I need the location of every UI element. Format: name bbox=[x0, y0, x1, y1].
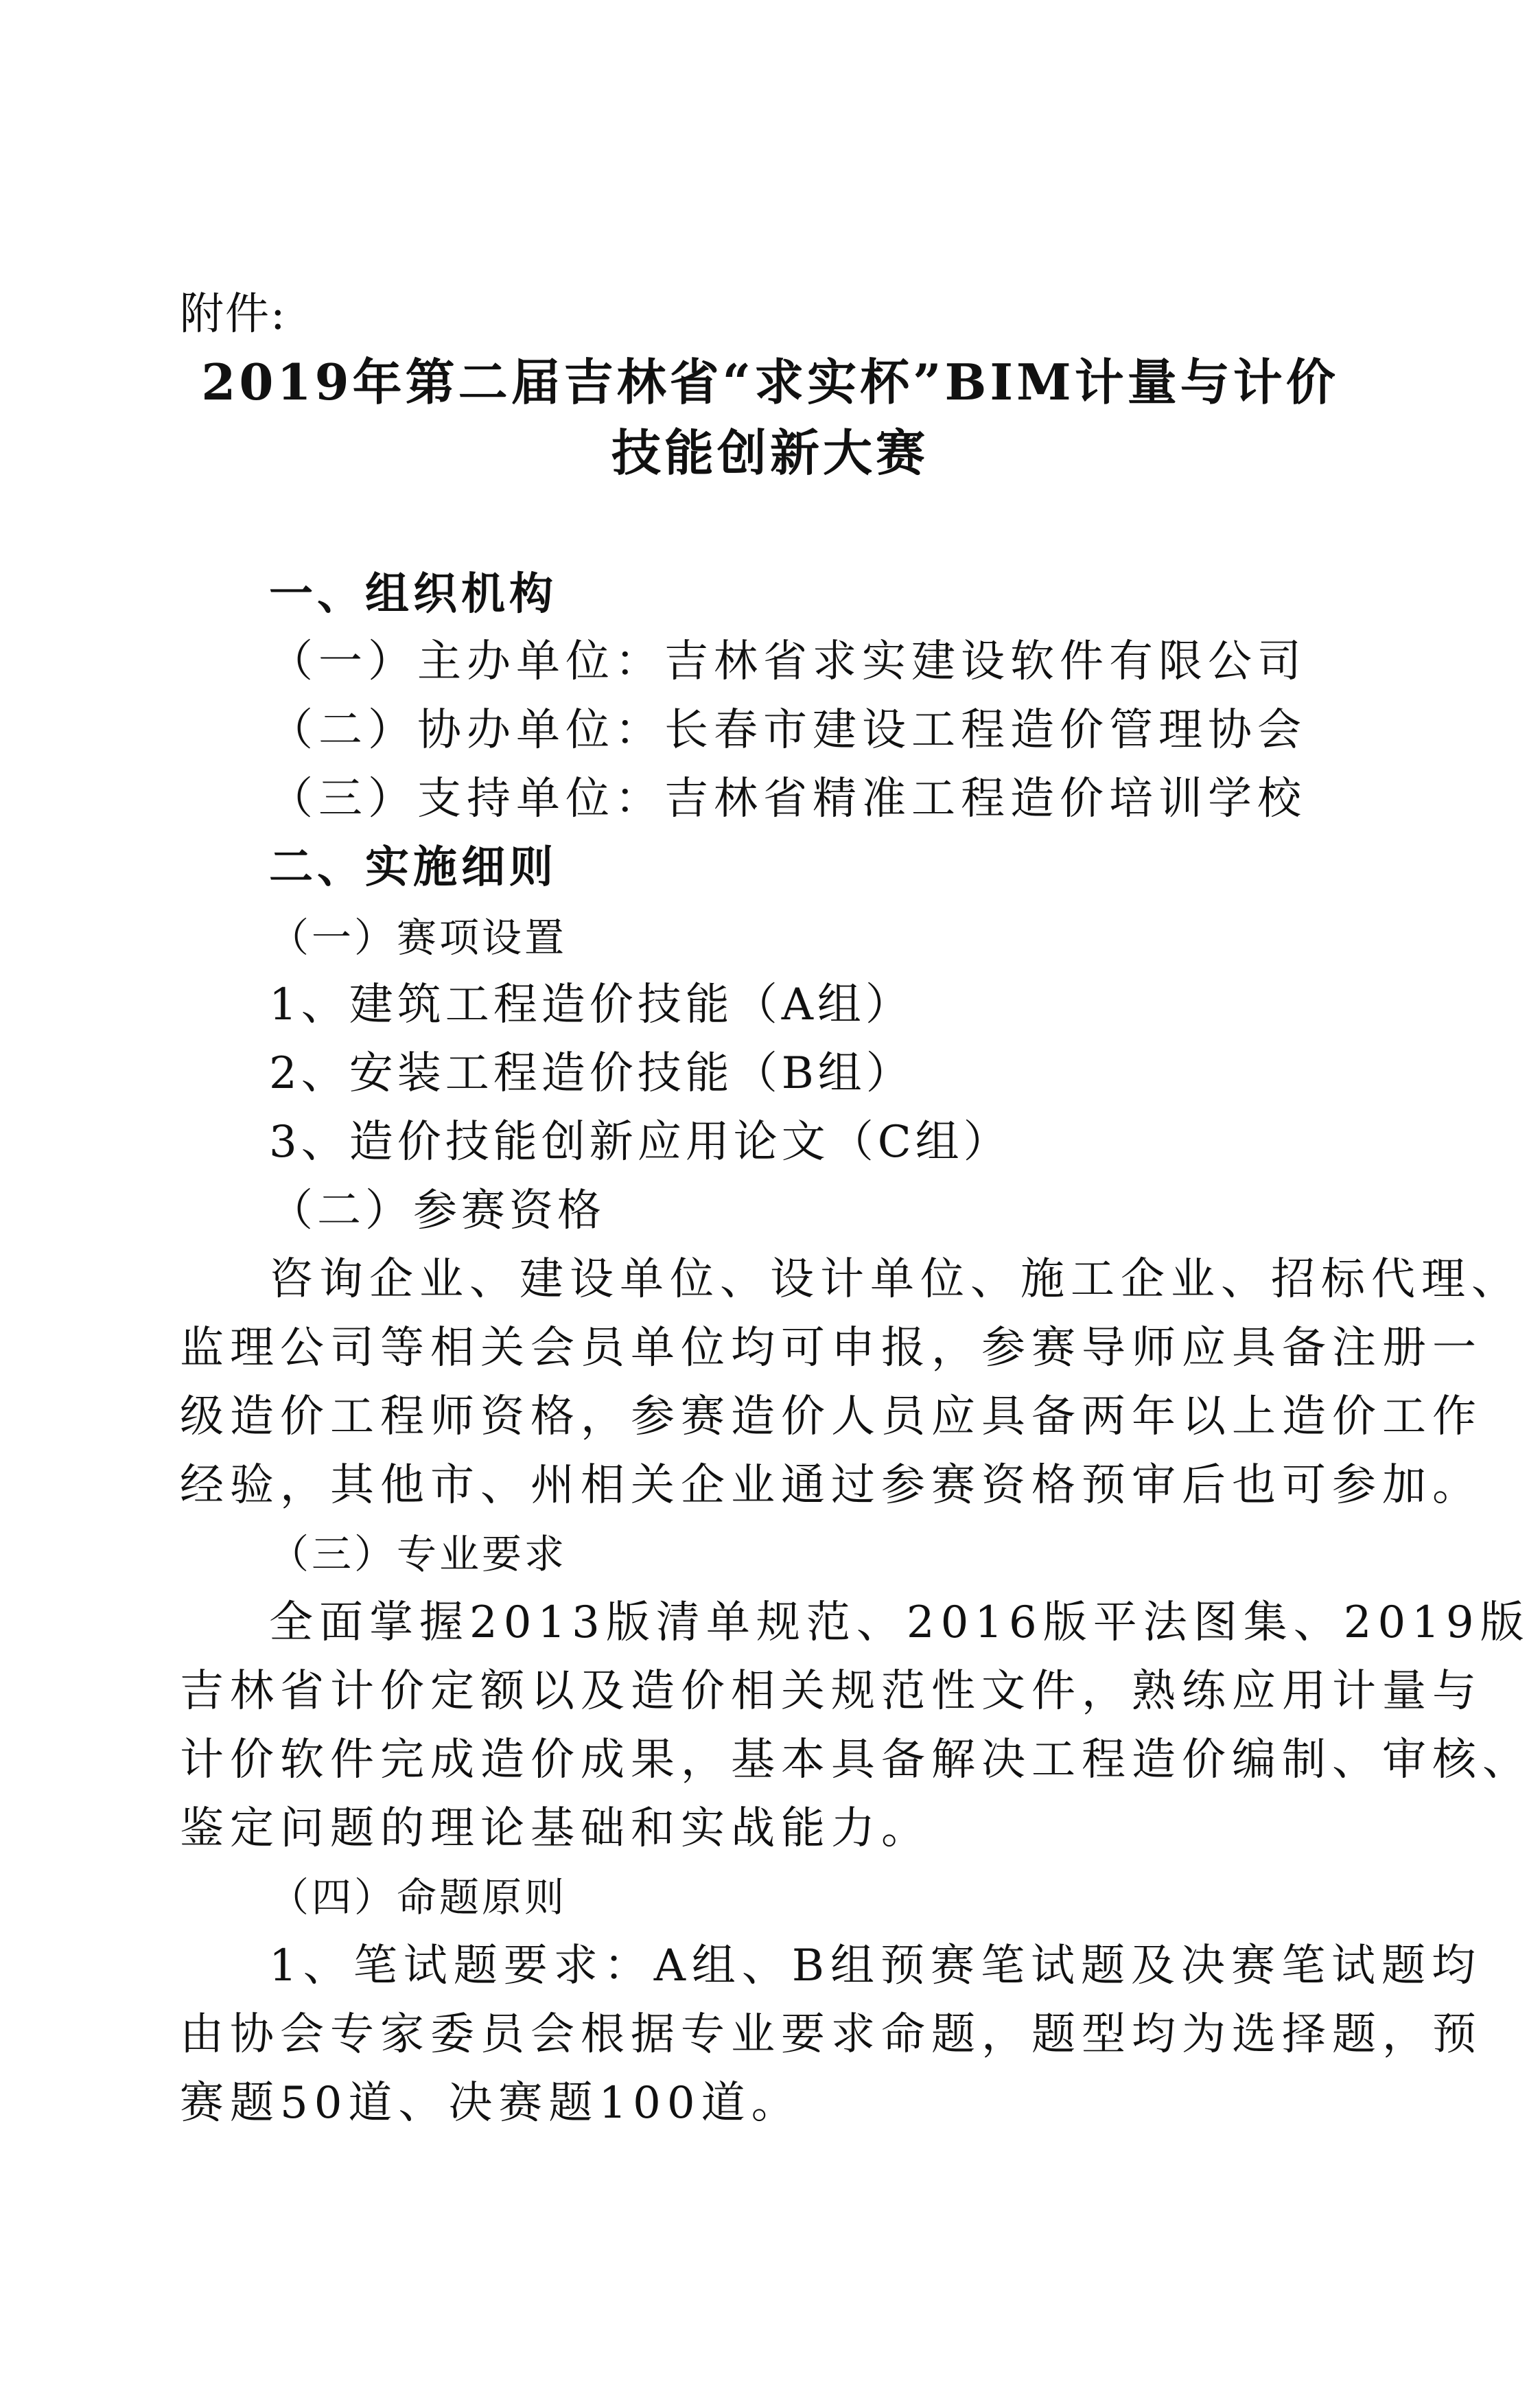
event-item-b: 2、安装工程造价技能（B组） bbox=[269, 1048, 914, 1099]
section-heading-rules: 二、实施细则 bbox=[269, 842, 557, 893]
requirements-line-1: 全面掌握2013版清单规范、2016版平法图集、2019版 bbox=[269, 1597, 1530, 1648]
document-title-line-1: 2019年第二届吉林省“求实杯”BIM计量与计价 bbox=[201, 353, 1339, 411]
subheading-question-principles: （四）命题原则 bbox=[269, 1874, 568, 1921]
principles-line-1: 1、笔试题要求：A组、B组预赛笔试题及决赛笔试题均 bbox=[269, 1941, 1482, 1991]
attachment-label: 附件: bbox=[180, 289, 287, 340]
document-title-line-2: 技能创新大赛 bbox=[611, 424, 929, 482]
eligibility-line-3: 级造价工程师资格，参赛造价人员应具备两年以上造价工作 bbox=[180, 1391, 1482, 1442]
subheading-eligibility: （二）参赛资格 bbox=[269, 1185, 605, 1236]
organizer-supporter: （三）支持单位：吉林省精准工程造价培训学校 bbox=[269, 774, 1307, 824]
organizer-host: （一）主办单位：吉林省求实建设软件有限公司 bbox=[269, 636, 1307, 687]
organizer-co-host: （二）协办单位：长春市建设工程造价管理协会 bbox=[269, 705, 1307, 756]
eligibility-line-4: 经验，其他市、州相关企业通过参赛资格预审后也可参加。 bbox=[180, 1460, 1482, 1511]
eligibility-line-2: 监理公司等相关会员单位均可申报，参赛导师应具备注册一 bbox=[180, 1323, 1482, 1374]
event-item-a: 1、建筑工程造价技能（A组） bbox=[269, 980, 913, 1030]
requirements-line-4: 鉴定问题的理论基础和实战能力。 bbox=[180, 1803, 931, 1854]
eligibility-line-1: 咨询企业、建设单位、设计单位、施工企业、招标代理、 bbox=[269, 1254, 1521, 1305]
principles-line-2: 由协会专家委员会根据专业要求命题，题型均为选择题，预 bbox=[180, 2009, 1482, 2060]
principles-line-3: 赛题50道、决赛题100道。 bbox=[180, 2078, 802, 2129]
requirements-line-3: 计价软件完成造价成果，基本具备解决工程造价编制、审核、 bbox=[180, 1735, 1532, 1785]
section-heading-organization: 一、组织机构 bbox=[269, 568, 557, 620]
requirements-line-2: 吉林省计价定额以及造价相关规范性文件，熟练应用计量与 bbox=[180, 1666, 1482, 1717]
subheading-events: （一）赛项设置 bbox=[269, 914, 568, 961]
subheading-requirements: （三）专业要求 bbox=[269, 1531, 568, 1577]
event-item-c: 3、造价技能创新应用论文（C组） bbox=[269, 1117, 1012, 1168]
